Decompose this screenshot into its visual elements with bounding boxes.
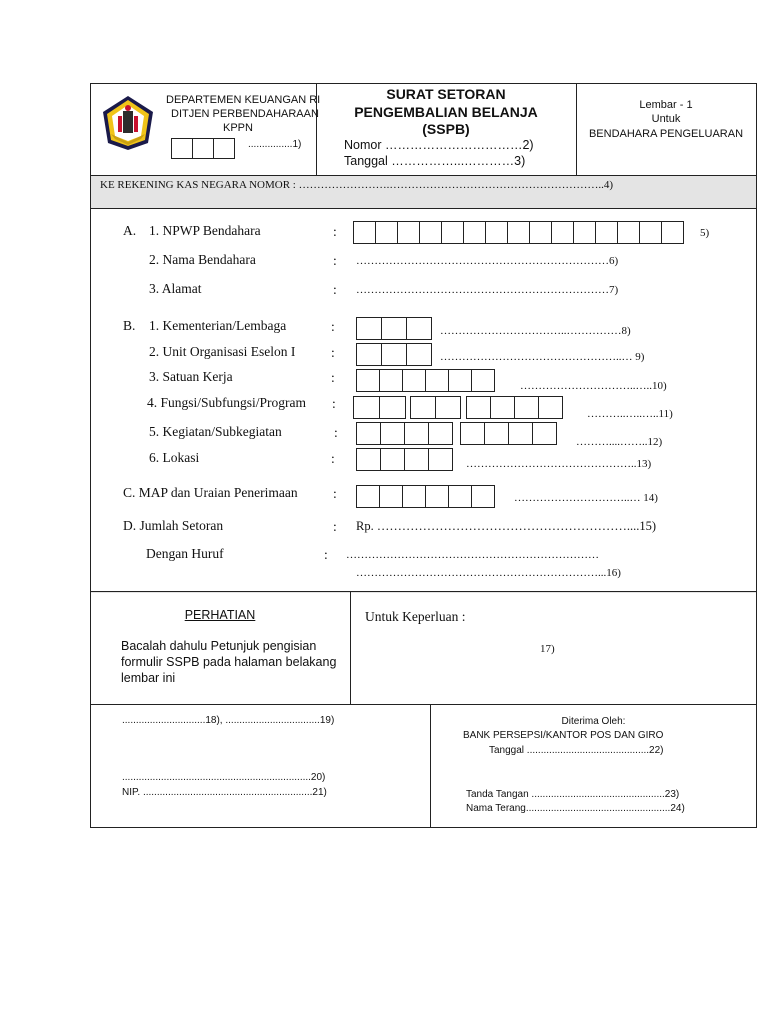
kppn-code-boxes[interactable] <box>171 138 234 159</box>
fungsi-label: 4. Fungsi/Subfungsi/Program <box>147 395 307 410</box>
perhatian-line-2: formulir SSPB pada halaman belakang <box>121 655 337 669</box>
fungsi-boxes[interactable] <box>353 396 405 419</box>
form-title-3: (SSPB) <box>422 121 470 137</box>
colon: : <box>331 370 335 385</box>
bank-tanggal-field[interactable]: Tanggal ............................................22) <box>489 745 664 756</box>
nama-terang-field[interactable]: Nama Terang....................................................24) <box>466 803 685 814</box>
nip-field[interactable]: NIP. .............................................................21) <box>122 787 327 798</box>
dengan-huruf-field-1[interactable]: …………………………………………………………… <box>346 549 599 561</box>
colon: : <box>334 425 338 440</box>
subfungsi-boxes[interactable] <box>410 396 460 419</box>
bendahara-label: BENDAHARA PENGELUARAN <box>588 128 744 140</box>
jumlah-setoran-label: D. Jumlah Setoran <box>123 518 224 533</box>
kegiatan-boxes[interactable] <box>356 422 452 445</box>
satuan-kerja-label: 3. Satuan Kerja <box>149 369 233 384</box>
colon: : <box>332 396 336 411</box>
dengan-huruf-label: Dengan Huruf <box>146 546 224 561</box>
rekening-kas-negara: KE REKENING KAS NEGARA NOMOR : …………………….…………………………………………………..4) <box>100 179 614 191</box>
colon: : <box>333 253 337 268</box>
nama-bendahara-label: 2. Nama Bendahara <box>149 252 256 267</box>
nomor-field: Nomor ……………………………2) <box>344 138 534 152</box>
map-label: C. MAP dan Uraian Penerimaan <box>123 485 298 500</box>
unit-organisasi-label: 2. Unit Organisasi Eselon I <box>149 344 296 359</box>
diterima-oleh: Diterima Oleh: <box>561 716 626 727</box>
form-title-1: SURAT SETORAN <box>386 86 506 102</box>
kementerian-field[interactable]: ……………………………..……………8) <box>440 325 631 337</box>
npwp-ref: 5) <box>700 227 710 239</box>
kemenkeu-logo <box>99 94 157 152</box>
lembar-label: Lembar - 1 <box>639 99 693 111</box>
nama-bendahara-field[interactable]: ……………………………………………………………6) <box>356 255 619 267</box>
bank-name: BANK PERSEPSI/KANTOR POS DAN GIRO <box>463 730 664 741</box>
untuk-label: Untuk <box>651 113 681 125</box>
colon: : <box>333 282 337 297</box>
dengan-huruf-field-2[interactable]: …………………………………………………………...16) <box>356 567 621 579</box>
colon: : <box>333 486 337 501</box>
lokasi-boxes[interactable] <box>356 448 452 471</box>
program-boxes[interactable] <box>466 396 562 419</box>
fungsi-field[interactable]: ………..…..…..11) <box>587 408 673 420</box>
alamat-field[interactable]: ……………………………………………………………7) <box>356 284 619 296</box>
colon: : <box>333 224 337 239</box>
satuan-kerja-field[interactable]: …………………………..…..10) <box>520 380 667 392</box>
form-title-2: PENGEMBALIAN BELANJA <box>354 104 538 120</box>
colon: : <box>331 451 335 466</box>
colon: : <box>331 319 335 334</box>
npwp-label: 1. NPWP Bendahara <box>149 223 261 238</box>
kementerian-boxes[interactable] <box>356 317 431 340</box>
npwp-boxes[interactable] <box>353 221 683 244</box>
tanda-tangan-field[interactable]: Tanda Tangan ................................................23) <box>466 789 680 800</box>
subkegiatan-boxes[interactable] <box>460 422 556 445</box>
lokasi-label: 6. Lokasi <box>149 450 200 465</box>
map-field[interactable]: …………………………..… 14) <box>514 492 658 504</box>
alamat-label: 3. Alamat <box>149 281 202 296</box>
map-boxes[interactable] <box>356 485 494 508</box>
jumlah-setoran-field[interactable]: Rp. ……………………………………………………....15) <box>356 519 656 533</box>
lokasi-field[interactable]: ………………………………………..13) <box>466 458 652 470</box>
colon: : <box>324 547 328 562</box>
section-a-letter: A. <box>123 223 137 238</box>
perhatian-title: PERHATIAN <box>184 608 256 622</box>
org-line-3: KPPN <box>223 122 253 134</box>
kegiatan-label: 5. Kegiatan/Subkegiatan <box>149 424 282 439</box>
signer-name-field[interactable]: ....................................................................20) <box>122 772 326 783</box>
org-line-1: DEPARTEMEN KEUANGAN RI <box>166 94 321 106</box>
place-date-field[interactable]: ..............................18), ..................................19) <box>122 715 335 726</box>
kppn-ref: ................1) <box>248 139 302 150</box>
keperluan-label: Untuk Keperluan : <box>365 609 466 624</box>
unit-organisasi-boxes[interactable] <box>356 343 431 366</box>
section-b-letter: B. <box>123 318 136 333</box>
perhatian-line-3: lembar ini <box>121 671 176 685</box>
kegiatan-field[interactable]: ………....……..12) <box>576 436 663 448</box>
colon: : <box>333 519 337 534</box>
satuan-kerja-boxes[interactable] <box>356 369 494 392</box>
unit-organisasi-field[interactable]: …………………………………………..… 9) <box>440 351 645 363</box>
tanggal-field: Tanggal ……………...…………3) <box>344 154 526 168</box>
colon: : <box>331 345 335 360</box>
kementerian-label: 1. Kementerian/Lembaga <box>149 318 287 333</box>
keperluan-ref: 17) <box>540 643 555 655</box>
org-line-2: DITJEN PERBENDAHARAAN <box>171 108 319 120</box>
perhatian-line-1: Bacalah dahulu Petunjuk pengisian <box>121 639 317 653</box>
